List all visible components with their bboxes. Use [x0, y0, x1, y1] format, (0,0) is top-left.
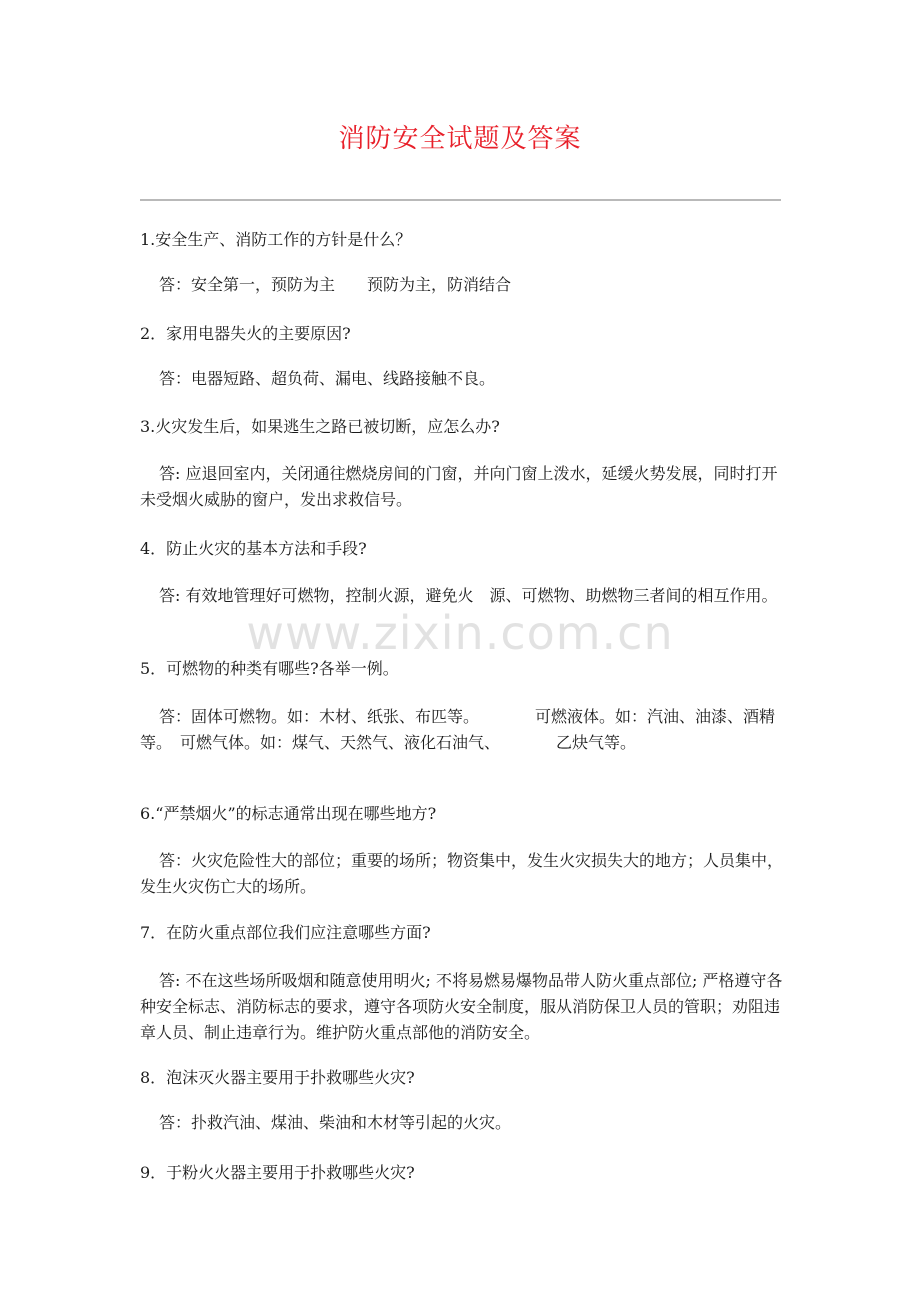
question-5: 5．可燃物的种类有哪些?各举一例。	[140, 659, 399, 678]
answer-3: 答: 应退回室内，关闭通往燃烧房间的门窗，并向门窗上泼水，延缓火势发展，同时打开未受烟火威胁的窗户，发出求救信号。	[140, 464, 778, 509]
question-3: 3.火灾发生后，如果逃生之路已被切断，应怎么办?	[140, 417, 500, 436]
question-8: 8．泡沫灭火器主要用于扑救哪些火灾?	[140, 1068, 415, 1087]
question-9: 9．于粉火火器主要用于扑救哪些火灾?	[140, 1163, 415, 1182]
question-1: 1.安全生产、消防工作的方针是什么？	[140, 230, 412, 249]
document-title: 消防安全试题及答案	[338, 124, 582, 154]
question-6: 6.“严禁烟火”的标志通常出现在哪些地方?	[140, 804, 437, 823]
answer-4: 答: 有效地管理好可燃物，控制火源，避免火 源、可燃物、助燃物三者间的相互作用。	[159, 586, 778, 605]
answer-7: 答: 不在这些场所吸烟和随意使用明火; 不将易燃易爆物品带人防火重点部位; 严格遵守各种安全标志、消防标志的要求，遵守各项防火安全制度，服从消防保卫人员的管职；劝阻违章人员、制止违章行为。维护防火重点部他的消防安全。	[140, 971, 783, 1042]
question-7: 7．在防火重点部位我们应注意哪些方面?	[140, 923, 431, 942]
answer-6: 答：火灾危险性大的部位；重要的场所；物资集中，发生火灾损失大的地方；人员集中，发生火灾伤亡大的场所。	[140, 851, 784, 896]
question-4: 4．防止火灾的基本方法和手段?	[140, 539, 367, 558]
answer-5: 答：固体可燃物。如：木材、纸张、布匹等。 可燃液体。如：汽油、油漆、酒精等。 可燃气体。如：煤气、天然气、液化石油气、 乙炔气等。	[140, 707, 776, 752]
answer-1: 答：安全第一，预防为主 预防为主，防消结合	[159, 275, 512, 294]
watermark: www.zixin.com.cn	[246, 606, 674, 660]
title-divider	[140, 199, 781, 201]
question-2: 2．家用电器失火的主要原因?	[140, 324, 351, 343]
answer-8: 答：扑救汽油、煤油、柴油和木材等引起的火灾。	[159, 1113, 512, 1132]
answer-2: 答：电器短路、超负荷、漏电、线路接触不良。	[159, 369, 496, 388]
